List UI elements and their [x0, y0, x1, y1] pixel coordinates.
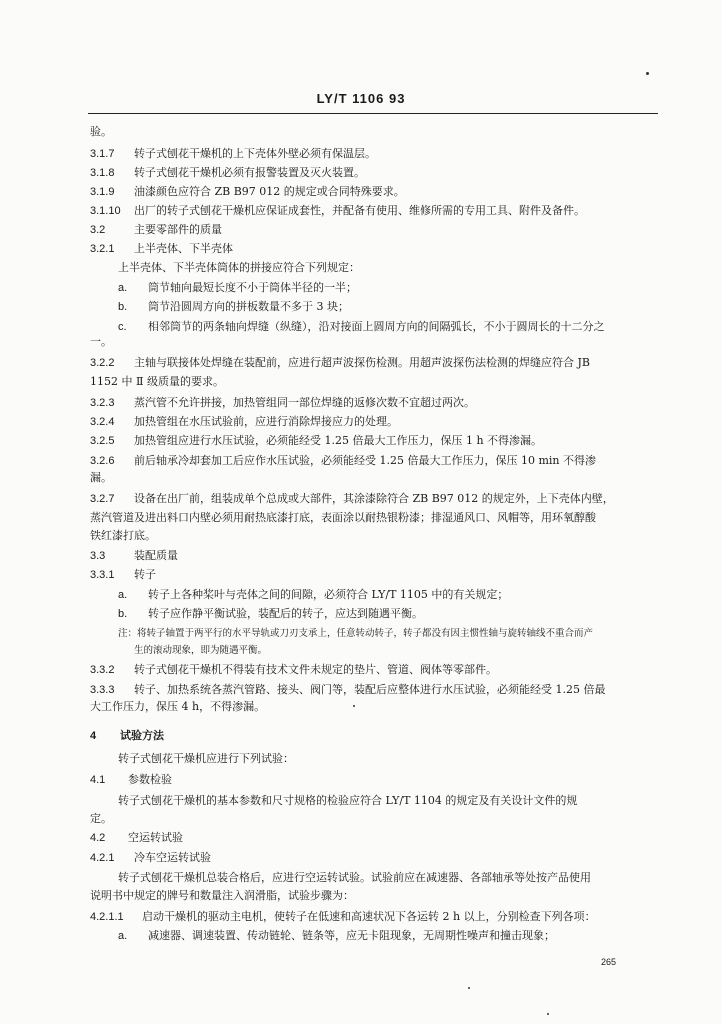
clause-3-3-1: 3.3.1 转子: [90, 568, 156, 581]
section-3-2: 3.2 主要零部件的质量: [90, 223, 222, 236]
note-line: 生的滚动现象，即为随遇平衡。: [134, 645, 268, 656]
text-line: 1152 中 Ⅱ 级质量的要求。: [90, 375, 224, 388]
page-number: 265: [601, 957, 617, 967]
clause-3-2-4: 3.2.4 加热管组在水压试验前，应进行消除焊接应力的处理。: [90, 415, 398, 428]
note-line: 注：将转子轴置于两平行的水平导轨或刀刃支承上，任意转动转子，转子都没有因主惯性轴与旋转轴线不重合而产: [118, 628, 594, 639]
list-item-b: b. 筒节沿圆周方向的拼板数量不多于 3 块；: [118, 300, 349, 313]
list-item-a: a. 减速器、调速装置、传动链轮、链条等，应无卡阻现象，无周期性噪声和撞击现象；: [118, 929, 555, 942]
scan-speck: [353, 705, 355, 707]
text-line: 转子式刨花干燥机总装合格后，应进行空运转试验。试验前应在减速器、各部轴承等处按产品使用: [118, 871, 591, 884]
text-line: 定。: [90, 812, 112, 825]
text-line: 转子式刨花干燥机的基本参数和尺寸规格的检验应符合 LY/T 1104 的规定及有关设计文件的规: [118, 794, 578, 807]
clause-3-2-6: 3.2.6 前后轴承冷却套加工后应作水压试验，必须能经受 1.25 倍最大工作压力，保压 10 min 不得渗: [90, 454, 597, 467]
section-3-3: 3.3 装配质量: [90, 549, 178, 562]
clause-3-2-7: 3.2.7 设备在出厂前，组装成单个总成或大部件，其涂漆除符合 ZB B97 012 的规定外，上下壳体内壁，: [90, 492, 614, 505]
text-line: 说明书中规定的牌号和数量注入润滑脂，试验步骤为：: [90, 889, 354, 902]
header-rule: [88, 113, 658, 114]
text-line: 验。: [90, 125, 112, 138]
page-header: LY/T 1106 93: [316, 91, 406, 106]
list-item-c: c. 相邻筒节的两条轴向焊缝（纵缝），沿对接面上圆周方向的间隔弧长，不小于圆周长的十二分之: [118, 320, 605, 333]
scan-speck: [646, 72, 649, 75]
clause-3-2-2: 3.2.2 主轴与联接体处焊缝在装配前，应进行超声波探伤检测。用超声波探伤法检测的焊缝应符合 JB: [90, 356, 590, 369]
text-line: 上半壳体、下半壳体筒体的拼接应符合下列规定：: [118, 261, 360, 274]
text-line: 一。: [90, 335, 112, 348]
section-4-2: 4.2 空运转试验: [90, 831, 183, 844]
clause-3-2-1: 3.2.1 上半壳体、下半壳体: [90, 242, 233, 255]
clause-3-3-3: 3.3.3 转子、加热系统各蒸汽管路、接头、阀门等，装配后应整体进行水压试验，必须能经受 1.25 倍最: [90, 683, 606, 696]
list-item-a: a. 转子上各种桨叶与壳体之间的间隙，必须符合 LY/T 1105 中的有关规定；: [118, 588, 509, 601]
text-line: 铁红漆打底。: [90, 529, 156, 542]
list-item-a: a. 筒节轴向最短长度不小于筒体半径的一半；: [118, 281, 357, 294]
text-line: 转子式刨花干燥机应进行下列试验：: [118, 752, 294, 765]
text-line: 大工作压力，保压 4 h，不得渗漏。: [90, 700, 266, 713]
list-item-b: b. 转子应作静平衡试验，装配后的转子，应达到随遇平衡。: [118, 607, 423, 620]
clause-3-1-10: 3.1.10 出厂的转子式刨花干燥机应保证成套性，并配备有使用、维修所需的专用工具、附件及备件。: [90, 204, 585, 217]
clause-4-2-1: 4.2.1 冷车空运转试验: [90, 851, 211, 864]
text-line: 漏。: [90, 471, 112, 484]
section-4-heading: 4 试验方法: [90, 729, 164, 742]
clause-3-1-9: 3.1.9 油漆颜色应符合 ZB B97 012 的规定或合同特殊要求。: [90, 185, 405, 198]
clause-3-1-8: 3.1.8 转子式刨花干燥机必须有报警装置及灭火装置。: [90, 166, 365, 179]
clause-3-2-5: 3.2.5 加热管组应进行水压试验，必须能经受 1.25 倍最大工作压力，保压 1 h 不得渗漏。: [90, 434, 543, 447]
scan-speck: [547, 1013, 549, 1015]
clause-3-2-3: 3.2.3 蒸汽管不允许拼接，加热管组同一部位焊缝的返修次数不宜超过两次。: [90, 396, 475, 409]
clause-3-1-7: 3.1.7 转子式刨花干燥机的上下壳体外壁必须有保温层。: [90, 147, 376, 160]
text-line: 蒸汽管道及进出料口内壁必须用耐热底漆打底，表面涂以耐热银粉漆；排湿通风口、风帽等，用环氧醇酸: [90, 511, 596, 524]
scan-speck: [468, 987, 470, 989]
clause-4-2-1-1: 4.2.1.1 启动干燥机的驱动主电机，使转子在低速和高速状况下各运转 2 h 以上，分别检查下列各项：: [90, 910, 596, 923]
section-4-1: 4.1 参数检验: [90, 773, 172, 786]
clause-3-3-2: 3.3.2 转子式刨花干燥机不得装有技术文件未规定的垫片、管道、阀体等零部件。: [90, 663, 497, 676]
